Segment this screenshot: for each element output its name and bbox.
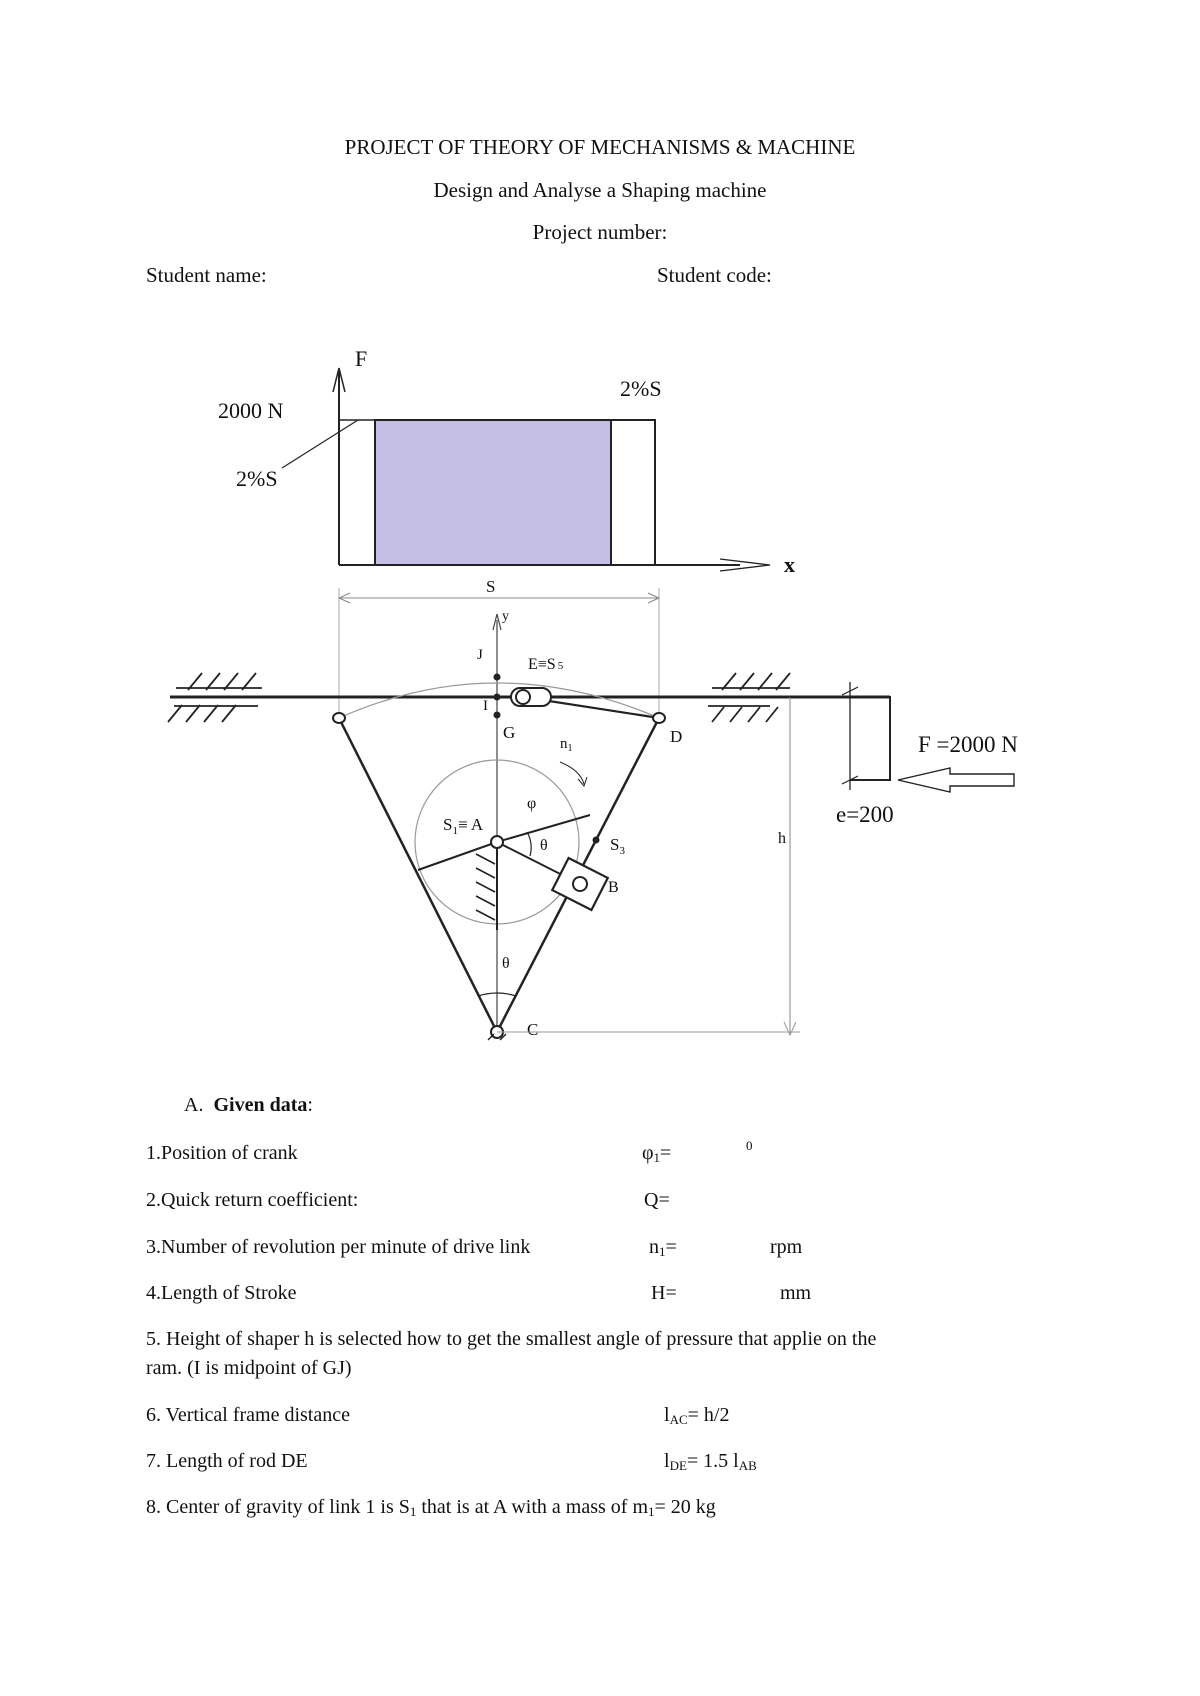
- force-level-label: 2000 N: [218, 398, 284, 423]
- stroke-label: S: [486, 577, 496, 596]
- given-item-1-degree: 0: [746, 1138, 753, 1153]
- given-item-1-symbol: $\varphi_1=$: [642, 1142, 672, 1165]
- given-item-1-label: 1.Position of crank: [146, 1142, 298, 1164]
- given-item-7-label: 7. Length of rod DE: [146, 1450, 308, 1472]
- x-axis-label: x: [784, 552, 795, 577]
- rotation-arrow-icon: [560, 762, 584, 784]
- given-item-6-label: 6. Vertical frame distance: [146, 1404, 350, 1426]
- leader-2pct-left: [282, 420, 358, 468]
- label-h: h: [778, 830, 786, 847]
- f-axis-label: F: [355, 346, 368, 371]
- document-subtitle: Design and Analyse a Shaping machine: [433, 178, 767, 202]
- label-n1: $n_1$: [560, 736, 573, 754]
- left-2pct-label: 2%S: [236, 466, 278, 491]
- label-e200: e=200: [836, 802, 894, 827]
- joint-d-left: [333, 713, 345, 723]
- given-item-3-symbol: $n_1=$: [649, 1236, 677, 1259]
- given-data-heading: A. Given data:: [184, 1094, 313, 1116]
- label-s3: $S_3$: [610, 835, 625, 857]
- given-item-3-unit: rpm: [770, 1236, 803, 1258]
- joint-d: [653, 713, 665, 723]
- document-title: PROJECT OF THEORY OF MECHANISMS & MACHINE: [344, 135, 856, 159]
- point-j: [494, 674, 501, 681]
- support-a-hatch: [476, 842, 497, 930]
- label-j: J: [477, 647, 483, 663]
- force-region: [375, 420, 611, 565]
- given-item-5-line2: ram. (I is midpoint of GJ): [146, 1357, 352, 1379]
- right-2pct-zone: [611, 420, 655, 565]
- student-code-label: Student code:: [657, 263, 772, 287]
- mechanism: [168, 609, 1018, 1040]
- given-item-3-label: 3.Number of revolution per minute of drive link: [146, 1236, 531, 1258]
- point-s3: [593, 837, 600, 844]
- given-item-4-unit: mm: [780, 1282, 812, 1304]
- label-i: I: [483, 698, 488, 714]
- label-theta-a: θ: [540, 837, 548, 854]
- given-item-8: 8. Center of gravity of link 1 is $S_1$ that is at A with a mass of $m_1= 20$ kg: [146, 1496, 716, 1519]
- label-b: B: [608, 879, 619, 896]
- given-item-6-value: $l_{AC}= h/2$: [664, 1404, 730, 1427]
- label-g: G: [503, 723, 516, 742]
- given-item-2-symbol: Q=: [644, 1189, 670, 1211]
- rocker-left-extreme: [339, 718, 497, 1032]
- joint-e: [516, 690, 530, 704]
- given-item-5-line1: 5. Height of shaper h is selected how to get the smallest angle of pressure that applie on the: [146, 1328, 877, 1350]
- label-s1-a: $S_1\equiv A$: [443, 815, 484, 837]
- theta-arc-a: [527, 832, 531, 856]
- tool-holder: [790, 697, 890, 780]
- label-theta-c: θ: [502, 955, 510, 972]
- given-item-4-symbol: H=: [651, 1282, 677, 1304]
- given-item-4-label: 4.Length of Stroke: [146, 1282, 297, 1304]
- given-item-2-label: 2.Quick return coefficient:: [146, 1189, 359, 1211]
- force-arrow-icon: [898, 768, 1014, 792]
- label-c: C: [527, 1020, 539, 1039]
- student-name-label: Student name:: [146, 263, 267, 287]
- point-i: [494, 694, 501, 701]
- label-e: E≡S 5: [528, 656, 564, 673]
- joint-a: [491, 836, 503, 848]
- given-item-7-value: $l_{DE}= 1.5$ $l_{AB}$: [664, 1450, 757, 1473]
- project-number-label: Project number:: [532, 220, 668, 244]
- right-2pct-label: 2%S: [620, 376, 662, 401]
- crank-line-left: [418, 842, 497, 870]
- label-phi: φ: [527, 795, 537, 812]
- y-axis-label: y: [502, 609, 509, 624]
- label-d: D: [670, 727, 683, 746]
- slider-b: [552, 858, 608, 910]
- point-g: [494, 712, 501, 719]
- force-diagram: [218, 346, 795, 577]
- label-force-2000: F =2000 N: [918, 732, 1018, 757]
